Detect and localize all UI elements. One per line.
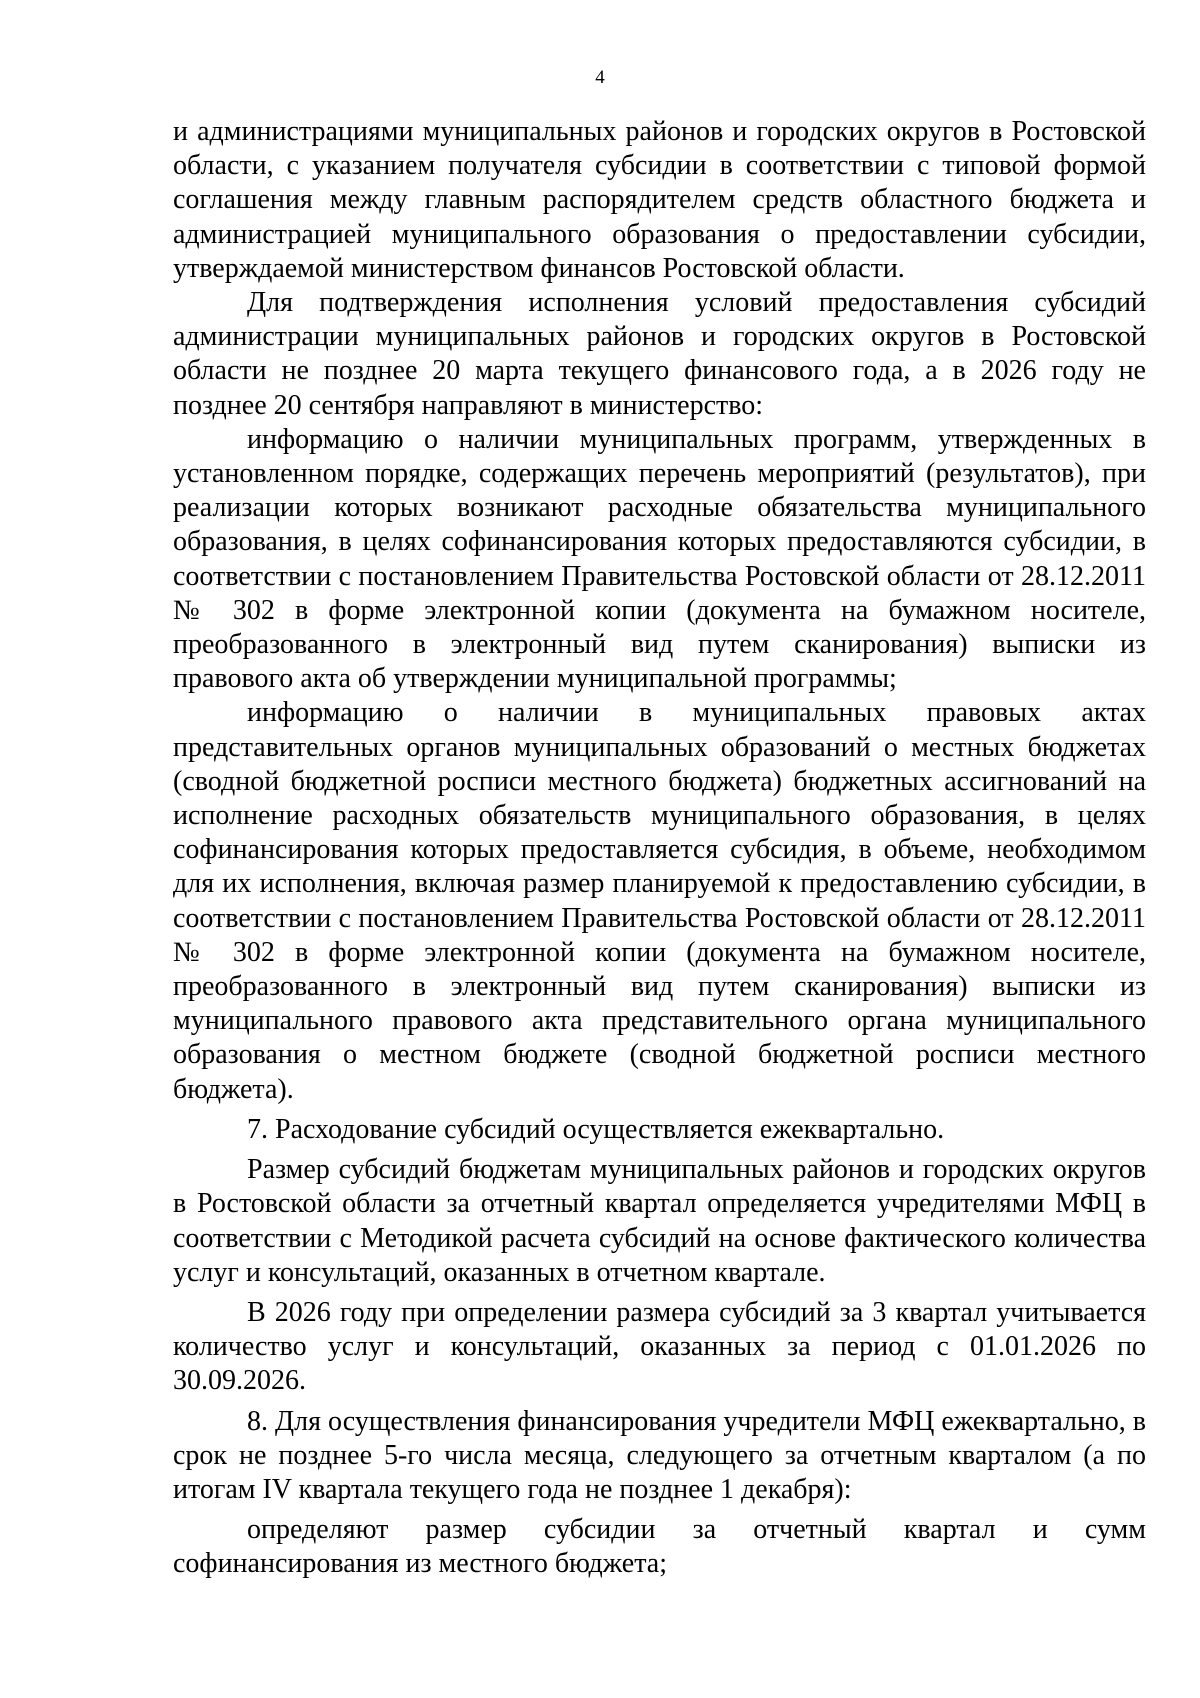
paragraph-confirmation: Для подтверждения исполнения условий предоставления субсидий администрации муниципальных районов и городских округов в Ростовской области не позднее 20 марта текущего финансового года, а в 2026 году не позднее 20 сентября направляют в министерство:	[173, 287, 1146, 421]
paragraph-2026-quarter: В 2026 году при определении размера субсидий за 3 квартал учитывается количество услуг и консультаций, оказанных за период с 01.01.2026 по 30.09.2026.	[173, 1296, 1146, 1397]
document-body	[173, 115, 1146, 1582]
paragraph-budget-acts: информацию о наличии в муниципальных правовых актах представительных органов муниципальных образований о местных бюджетах (сводной бюджетной росписи местного бюджета) бюджетных ассигнований на исполнение расходных обязательств муниципального образования, в целях софинансирования которых предоставляется субсидия, в объеме, необходимом для их исполнения, включая размер планируемой к предоставлению субсидии, в соответствии с постановлением Правительства Ростовской области от 28.12.2011 № 302 в форме электронной копии (документа на бумажном носителе, преобразованного в электронный вид путем сканирования) выписки из муниципального правового акта представительного органа муниципального образования о местном бюджете (сводной бюджетной росписи местного бюджета).	[173, 697, 1146, 1105]
page-number: 4	[595, 67, 605, 88]
paragraph-determine-subsidy: определяют размер субсидии за отчетный квартал и сумм софинансирования из местного бюджета;	[173, 1514, 1146, 1580]
paragraph-continuation: и администрациями муниципальных районов и городских округов в Ростовской области, с указанием получателя субсидии в соответствии с типовой формой соглашения между главным распорядителем средств областного бюджета и администрацией муниципального образования о предоставлении субсидии, утверждаемой министерством финансов Ростовской области.	[173, 116, 1146, 284]
paragraph-item-8: 8. Для осуществления финансирования учредители МФЦ ежеквартально, в срок не позднее 5-го числа месяца, следующего за отчетным кварталом (а по итогам IV квартала текущего года не позднее 1 декабря):	[173, 1405, 1146, 1505]
paragraph-municipal-programs: информацию о наличии муниципальных программ, утвержденных в установленном порядке, содержащих перечень мероприятий (результатов), при реализации которых возникают расходные обязательства муниципального образования, в целях софинансирования которых предоставляются субсидии, в соответствии с постановлением Правительства Ростовской области от 28.12.2011 № 302 в форме электронной копии (документа на бумажном носителе, преобразованного в электронный вид путем сканирования) выписки из правового акта об утверждении муниципальной программы;	[173, 423, 1146, 695]
paragraph-item-7: 7. Расходование субсидий осуществляется ежеквартально.	[247, 1113, 945, 1145]
paragraph-subsidy-size: Размер субсидий бюджетам муниципальных районов и городских округов в Ростовской области за отчетный квартал определяется учредителями МФЦ в соответствии с Методикой расчета субсидий на основе фактического количества услуг и консультаций, оказанных в отчетном квартале.	[173, 1154, 1146, 1288]
